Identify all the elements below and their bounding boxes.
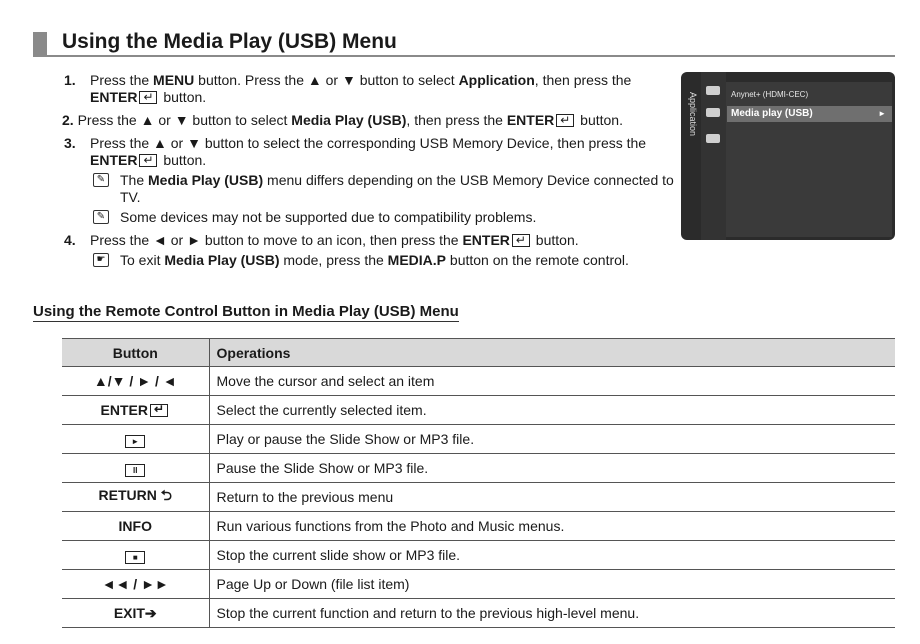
operation-cell: Play or pause the Slide Show or MP3 file. — [209, 425, 895, 454]
operation-cell: Stop the current function and return to the previous high-level menu. — [209, 599, 895, 628]
step-text: , then press the — [534, 72, 632, 88]
note-icon: ✎ — [93, 210, 109, 224]
tv-menu-item-label: Media play (USB) — [731, 108, 813, 119]
note-text: mode, press the — [279, 252, 388, 268]
step-text: Press the ▲ or ▼ button to select the corresponding USB Memory Device, then press the — [90, 135, 647, 151]
operation-cell: Run various functions from the Photo and Music menus. — [209, 512, 895, 541]
tv-menu-arrow-icon: ► — [878, 109, 886, 118]
note-text: menu differs depending on the USB Memory Device connected to TV. — [120, 172, 674, 205]
step-text: button. — [531, 232, 579, 248]
column-header-operations: Operations — [209, 339, 895, 367]
note-bold: Media Play (USB) — [148, 172, 264, 188]
tv-menu-screenshot — [681, 72, 895, 240]
tv-menu-icon — [706, 108, 720, 117]
step-number: 2. — [62, 112, 74, 128]
tv-menu-item-anynet: Anynet+ (HDMI-CEC) — [731, 90, 809, 99]
table-subtitle: Using the Remote Control Button in Media Play (USB) Menu — [33, 303, 459, 320]
page-title: Using the Media Play (USB) Menu — [62, 30, 397, 53]
step-bold: ENTER — [462, 232, 510, 248]
step-bold: Media Play (USB) — [291, 112, 407, 128]
table-header-row — [62, 339, 895, 367]
operation-cell: Return to the previous menu — [209, 483, 895, 512]
step-text: Press the — [90, 72, 154, 88]
tv-menu-icon — [706, 134, 720, 143]
note-3 — [90, 252, 674, 269]
tv-menu-item-media-play — [727, 106, 892, 122]
button-cell: EXIT➔ — [62, 599, 209, 628]
operation-cell: Stop the current slide show or MP3 file. — [209, 541, 895, 570]
step-2 — [62, 112, 674, 129]
operation-cell: Pause the Slide Show or MP3 file. — [209, 454, 895, 483]
step-bold: MENU — [153, 72, 195, 88]
button-cell: INFO — [62, 512, 209, 541]
play-key-icon: ► — [125, 435, 145, 448]
operation-cell: Select the currently selected item. — [209, 396, 895, 425]
table-row — [62, 599, 895, 628]
note-text: To exit — [120, 252, 165, 268]
enter-icon — [150, 404, 168, 417]
step-text: Press the ◄ or ► button to move to an icon, then press the — [90, 232, 463, 248]
step-text: button. — [159, 152, 207, 168]
step-text: , then press the — [406, 112, 507, 128]
enter-key-label: ENTER — [100, 402, 148, 418]
steps-list — [64, 72, 674, 275]
button-cell — [62, 541, 209, 570]
tv-side-label: Application — [688, 92, 698, 137]
note-icon: ✎ — [93, 173, 109, 187]
operation-cell: Move the cursor and select an item — [209, 367, 895, 396]
note-bold: Media Play (USB) — [164, 252, 280, 268]
tv-menu-icon — [706, 86, 720, 95]
enter-icon — [139, 154, 157, 167]
step-number: 4. — [64, 232, 76, 248]
column-header-button: Button — [62, 339, 209, 367]
enter-icon — [139, 91, 157, 104]
button-cell — [62, 425, 209, 454]
table-row — [62, 541, 895, 570]
note-text: button on the remote control. — [446, 252, 629, 268]
step-4 — [64, 232, 674, 269]
pause-key-icon: II — [125, 464, 145, 477]
table-row — [62, 454, 895, 483]
note-1 — [90, 172, 674, 206]
step-text: button. — [576, 112, 623, 128]
step-text: Press the ▲ or ▼ button to select — [73, 112, 292, 128]
enter-icon — [512, 234, 530, 247]
button-cell: RETURN ⮌ — [62, 483, 209, 512]
step-bold: ENTER — [90, 152, 138, 168]
note-2 — [90, 209, 674, 226]
button-cell: ◄◄ / ►► — [62, 570, 209, 599]
note-text: The — [120, 172, 149, 188]
tv-icon-column — [701, 72, 726, 240]
step-bold: Application — [458, 72, 535, 88]
table-row — [62, 425, 895, 454]
table-row — [62, 396, 895, 425]
button-cell: ▲/▼ / ► / ◄ — [62, 367, 209, 396]
button-cell — [62, 396, 209, 425]
stop-key-icon: ■ — [125, 551, 145, 564]
step-number: 3. — [64, 135, 76, 151]
table-row — [62, 570, 895, 599]
note-text: Some devices may not be supported due to compatibility problems. — [120, 209, 537, 225]
step-bold: ENTER — [506, 112, 555, 128]
step-3 — [64, 135, 674, 226]
table-row — [62, 512, 895, 541]
button-cell — [62, 454, 209, 483]
enter-icon — [556, 114, 574, 127]
table-row — [62, 367, 895, 396]
step-number: 1. — [64, 72, 76, 88]
section-header — [33, 30, 895, 57]
note-bold: MEDIA.P — [387, 252, 447, 268]
step-1 — [64, 72, 674, 106]
tip-icon: ☛ — [93, 253, 109, 267]
step-bold: ENTER — [90, 89, 138, 105]
step-text: button. Press the ▲ or ▼ button to select — [194, 72, 459, 88]
header-bar — [33, 32, 47, 56]
operations-table — [62, 338, 895, 628]
operation-cell: Page Up or Down (file list item) — [209, 570, 895, 599]
step-text: button. — [159, 89, 207, 105]
table-row — [62, 483, 895, 512]
